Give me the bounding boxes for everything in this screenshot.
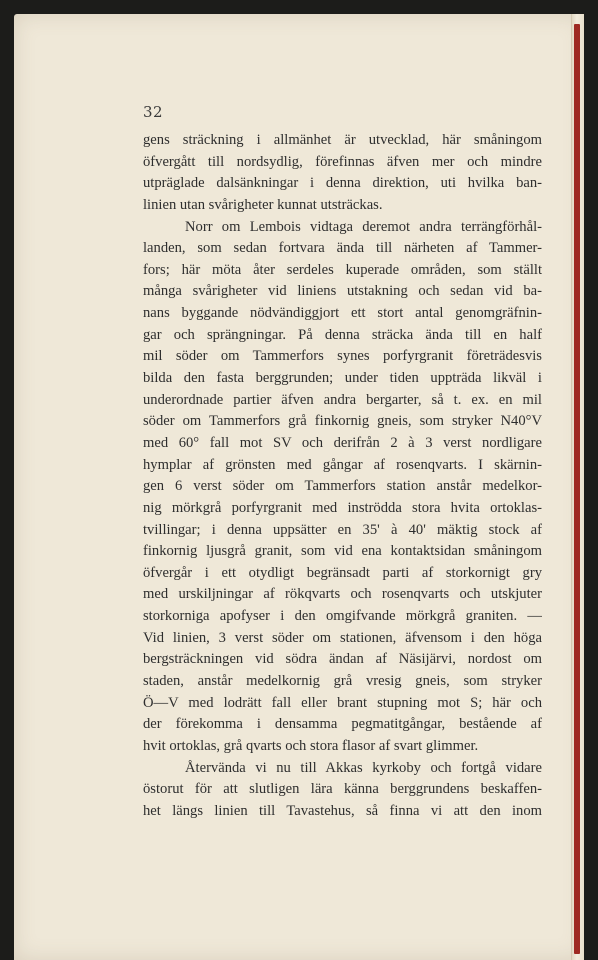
text-line: gens sträckning i allmänhet är utvecklad, här småningom [143, 132, 542, 148]
text-line: utpräglade dalsänkningar i denna direktion, uti hvilka ban- [143, 175, 542, 192]
text-line: bilda den fasta berggrunden; under tiden uppträda likväl i [143, 370, 542, 387]
body-text [143, 130, 542, 823]
text-line: många svårigheter vid liniens utstakning och sedan vid ba- [143, 283, 542, 300]
text-line: Återvända vi nu till Akkas kyrkoby och fortgå vidare [185, 759, 542, 776]
text-line: Norr om Lembois vidtaga deremot andra terrängförhål- [185, 218, 542, 235]
text-line: staden, anstår medelkornig grå vresig gneis, som stryker [143, 673, 542, 690]
text-line: östorut för att slutligen lära känna berggrundens beskaffen- [143, 781, 542, 798]
text-line: storkorniga apofyser i den omgifvande mörkgrå graniten. — [143, 608, 542, 625]
binding-edge [571, 14, 584, 960]
text-line: nans byggande nödvändiggjort ett stort antal genomgräfnin- [143, 305, 542, 322]
text-line: öfvergår i ett otydligt begränsadt parti af storkornigt gry [143, 564, 542, 581]
page-number: 32 [143, 103, 164, 121]
text-line: mil söder om Tammerfors synes porfyrgranit företrädesvis [143, 348, 542, 365]
text-line: Vid linien, 3 verst söder om stationen, äfvensom i den höga [143, 629, 542, 646]
text-line: der förekomma i densamma pegmatitgångar, bestående af [143, 716, 542, 733]
text-line: söder om Tammerfors grå finkornig gneis, som stryker N40°V [143, 413, 542, 430]
text-line: linien utan svårigheter kunnat utsträckas. [143, 196, 383, 213]
text-line: gen 6 verst söder om Tammerfors station anstår medelkor- [143, 478, 542, 495]
text-line: hvit ortoklas, grå qvarts och stora flasor af svart glimmer. [143, 737, 479, 754]
text-line: landen, som sedan fortvara ända till närheten af Tammer- [143, 240, 542, 257]
text-line: underordnade partier äfven andra bergarter, så t. ex. en mil [143, 391, 542, 408]
text-line: Ö—V med lodrätt fall eller brant stupning mot S; här och [143, 694, 542, 711]
text-line: med urskiljningar af rökqvarts och rosenqvarts och utskjuter [143, 586, 542, 603]
bookmark-ribbon [574, 24, 580, 954]
text-line: fors; här möta åter serdeles kuperade områden, som ställt [143, 261, 542, 278]
text-line: öfvergått till nordsydlig, förefinnas äfven mer och mindre [143, 153, 542, 170]
text-line: med 60° fall mot SV och derifrån 2 à 3 verst nordligare [143, 434, 542, 451]
text-line: nig mörkgrå porfyrgranit med inströdda stora hvita ortoklas- [143, 499, 542, 516]
text-line: tvillingar; i denna uppsätter en 35' à 40' mäktig stock af [143, 521, 542, 538]
text-line: finkornig ljusgrå granit, som vid ena kontaktsidan småningom [143, 543, 542, 560]
text-line: bergsträckningen vid södra ändan af Näsijärvi, nordost om [143, 651, 542, 668]
text-line: het längs linien till Tavastehus, så finna vi att den inom [143, 802, 542, 819]
text-line: gar och sprängningar. På denna sträcka ända till en half [143, 326, 542, 343]
text-line: hymplar af grönsten med gångar af rosenqvarts. I skärnin- [143, 456, 542, 473]
